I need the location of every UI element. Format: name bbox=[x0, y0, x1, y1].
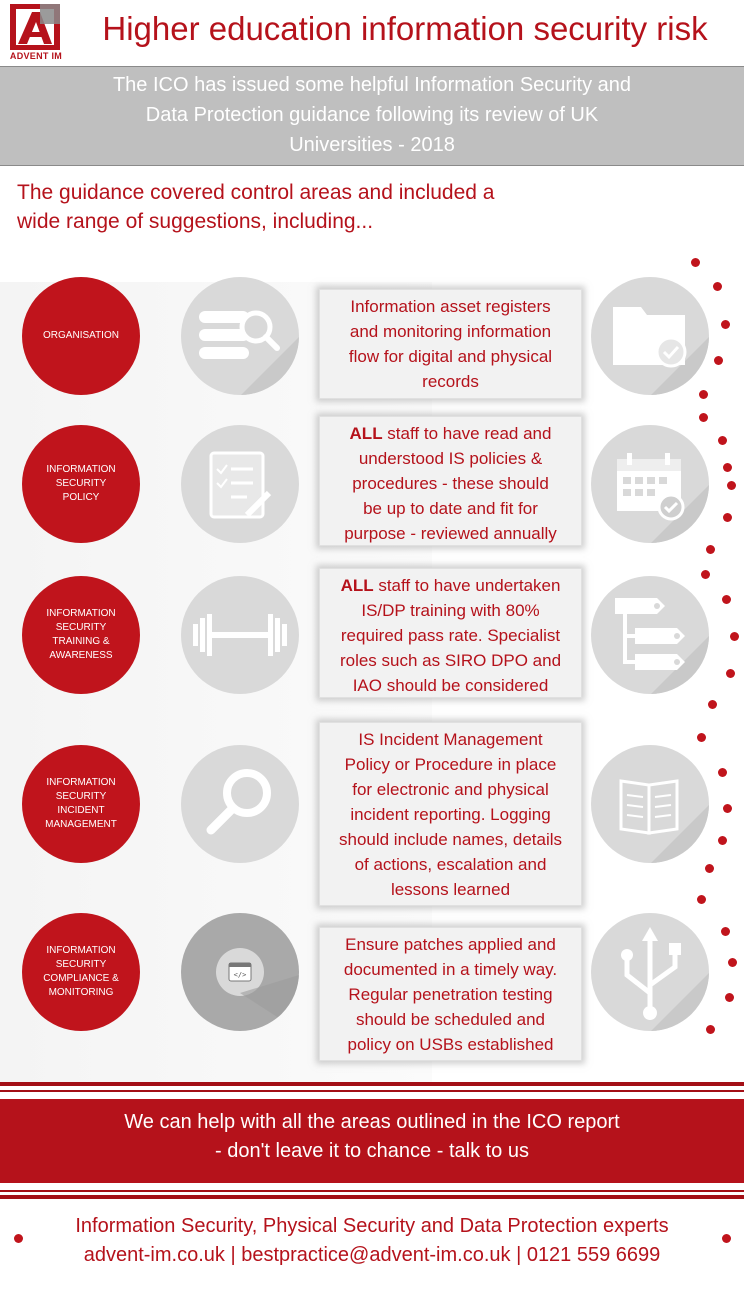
decorative-dot bbox=[697, 895, 706, 904]
banner-line: The ICO has issued some helpful Information Security and bbox=[112, 74, 632, 96]
section-description-card bbox=[319, 416, 582, 546]
card-line: and monitoring information bbox=[349, 322, 552, 341]
divider bbox=[0, 1190, 744, 1192]
section-description-card bbox=[319, 568, 582, 698]
card-line: IS/DP training with 80% bbox=[361, 601, 540, 620]
usb-icon bbox=[591, 913, 709, 1031]
ico-guidance-banner bbox=[0, 66, 744, 166]
card-line: understood IS policies & bbox=[358, 449, 543, 468]
folder-check-icon bbox=[591, 277, 709, 395]
banner-line: Data Protection guidance following its review of UK bbox=[145, 104, 599, 126]
divider bbox=[0, 1195, 744, 1199]
database-search-icon bbox=[181, 277, 299, 395]
section-label-line: ORGANISATION bbox=[43, 330, 119, 341]
intro-line: The guidance covered control areas and included a bbox=[17, 181, 495, 204]
decorative-dot bbox=[723, 463, 732, 472]
section-label-information-security-training bbox=[22, 576, 140, 694]
decorative-dot bbox=[706, 1025, 715, 1034]
svg-text:</>: </> bbox=[233, 971, 247, 979]
section-label-line: SECURITY bbox=[55, 622, 107, 633]
divider bbox=[0, 1082, 744, 1086]
footer-contact bbox=[0, 1212, 744, 1270]
banner-line: Universities - 2018 bbox=[289, 134, 455, 156]
decorative-dot bbox=[691, 258, 700, 267]
decorative-dot bbox=[726, 669, 735, 678]
decorative-dot bbox=[699, 390, 708, 399]
card-line: roles such as SIRO DPO and bbox=[339, 651, 562, 670]
card-line: documented in a timely way. bbox=[343, 960, 558, 979]
section-label-information-security-compliance bbox=[22, 913, 140, 1031]
cta-line: We can help with all the areas outlined in the ICO report bbox=[124, 1111, 620, 1133]
decorative-dot bbox=[721, 320, 730, 329]
decorative-dot bbox=[727, 481, 736, 490]
section-label-information-security-policy bbox=[22, 425, 140, 543]
section-label-line: INFORMATION bbox=[46, 777, 116, 788]
card-line: purpose - reviewed annually bbox=[344, 524, 557, 543]
call-to-action-banner bbox=[0, 1099, 744, 1183]
decorative-dot bbox=[723, 804, 732, 813]
page-title: Higher education information security risk bbox=[102, 10, 708, 47]
section-label-line: POLICY bbox=[62, 492, 100, 503]
card-line: records bbox=[422, 372, 479, 391]
dumbbell-icon bbox=[181, 576, 299, 694]
card-line: Policy or Procedure in place bbox=[344, 755, 557, 774]
decorative-dot bbox=[697, 733, 706, 742]
card-line: should include names, details bbox=[338, 830, 563, 849]
section-label-line: SECURITY bbox=[55, 959, 107, 970]
card-line: of actions, escalation and bbox=[354, 855, 547, 874]
decorative-dot bbox=[718, 836, 727, 845]
card-line: required pass rate. Specialist bbox=[340, 626, 561, 645]
card-line: IS Incident Management bbox=[358, 730, 543, 749]
section-label-line: INCIDENT bbox=[57, 805, 105, 816]
card-line: for electronic and physical bbox=[352, 780, 549, 799]
decorative-dot bbox=[705, 864, 714, 873]
decorative-dot bbox=[721, 927, 730, 936]
decorative-dot bbox=[699, 413, 708, 422]
section-label-line: TRAINING & bbox=[52, 636, 110, 647]
decorative-dot bbox=[722, 595, 731, 604]
decorative-dot bbox=[714, 356, 723, 365]
decorative-dot bbox=[730, 632, 739, 641]
calendar-check-icon bbox=[591, 425, 709, 543]
logo-text: ADVENT IM bbox=[9, 51, 63, 61]
section-label-line: AWARENESS bbox=[49, 650, 113, 661]
card-line: Regular penetration testing bbox=[348, 985, 553, 1004]
section-description-card bbox=[319, 289, 582, 399]
card-line: should be scheduled and bbox=[355, 1010, 546, 1029]
section-label-line: COMPLIANCE & bbox=[43, 973, 119, 984]
card-line: Ensure patches applied and bbox=[345, 935, 556, 954]
divider bbox=[0, 1090, 744, 1092]
section-label-line: INFORMATION bbox=[46, 945, 116, 956]
section-label-information-security-incident bbox=[22, 745, 140, 863]
cta-line: - don't leave it to chance - talk to us bbox=[215, 1140, 529, 1162]
card-line: flow for digital and physical bbox=[348, 347, 553, 366]
checklist-pen-icon bbox=[181, 425, 299, 543]
decorative-dot bbox=[725, 993, 734, 1002]
section-label-line: MANAGEMENT bbox=[45, 819, 117, 830]
section-label-line: SECURITY bbox=[55, 791, 107, 802]
card-line: ALL staff to have undertaken bbox=[340, 576, 561, 595]
magnifier-icon bbox=[181, 745, 299, 863]
decorative-dot bbox=[723, 513, 732, 522]
intro-text bbox=[17, 178, 577, 236]
card-line: Information asset registers bbox=[350, 297, 551, 316]
section-label-organisation bbox=[22, 277, 140, 395]
card-line: policy on USBs established bbox=[347, 1035, 554, 1054]
decorative-dot bbox=[706, 545, 715, 554]
advent-logo-mark-icon bbox=[10, 4, 60, 50]
decorative-dot bbox=[728, 958, 737, 967]
intro-line: wide range of suggestions, including... bbox=[17, 210, 374, 233]
decorative-dot bbox=[701, 570, 710, 579]
card-line: incident reporting. Logging bbox=[350, 805, 551, 824]
section-label-line: MONITORING bbox=[48, 987, 114, 998]
open-book-icon bbox=[591, 745, 709, 863]
code-window-icon bbox=[181, 913, 299, 1031]
card-line: lessons learned bbox=[390, 880, 511, 899]
footer-tagline: Information Security, Physical Security and Data Protection experts bbox=[75, 1215, 669, 1237]
tag-hierarchy-icon bbox=[591, 576, 709, 694]
card-line: ALL staff to have read and bbox=[349, 424, 552, 443]
card-line: be up to date and fit for bbox=[363, 499, 538, 518]
card-line: IAO should be considered bbox=[352, 676, 549, 695]
card-line: procedures - these should bbox=[352, 474, 549, 493]
section-description-card bbox=[319, 722, 582, 906]
company-logo bbox=[6, 4, 62, 60]
section-description-card bbox=[319, 927, 582, 1061]
section-label-line: SECURITY bbox=[55, 478, 107, 489]
footer-contact-details[interactable]: advent-im.co.uk | bestpractice@advent-im.co.uk | 0121 559 6699 bbox=[83, 1244, 661, 1266]
decorative-dot bbox=[718, 768, 727, 777]
decorative-dot bbox=[713, 282, 722, 291]
decorative-dot bbox=[708, 700, 717, 709]
decorative-dot bbox=[718, 436, 727, 445]
section-label-line: INFORMATION bbox=[46, 464, 116, 475]
section-label-line: INFORMATION bbox=[46, 608, 116, 619]
